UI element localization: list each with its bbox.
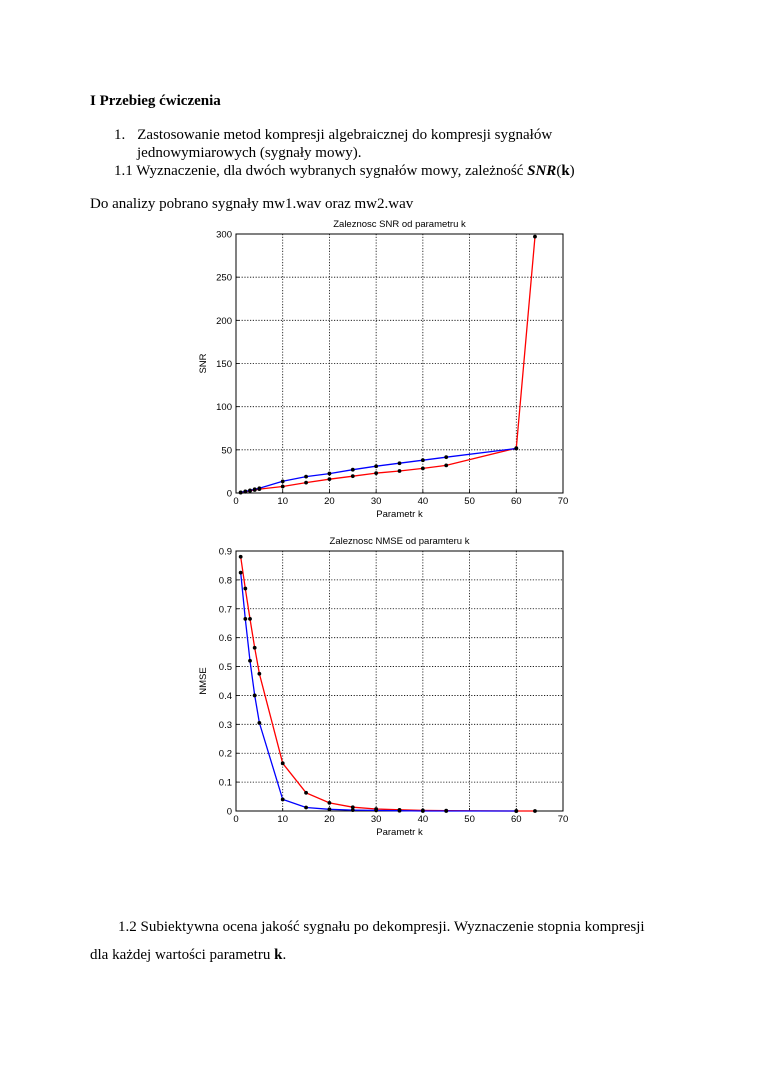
data-point bbox=[444, 463, 448, 467]
data-point bbox=[243, 587, 247, 591]
y-tick-label: 0.5 bbox=[218, 662, 232, 674]
nmse-chart-xlabel: Parametr k bbox=[376, 827, 423, 838]
snr-symbol: SNR bbox=[527, 163, 557, 179]
data-point bbox=[239, 571, 243, 575]
snr-chart-ylabel: SNR bbox=[198, 353, 209, 374]
list-item-1-line1: Zastosowanie metod kompresji algebraicznej do kompresji sygnałów bbox=[137, 127, 553, 143]
data-point bbox=[351, 808, 355, 812]
data-point bbox=[421, 466, 425, 470]
data-point bbox=[351, 468, 355, 472]
nmse-chart-ylabel: NMSE bbox=[198, 667, 209, 695]
k-symbol: k bbox=[561, 163, 570, 179]
subitem-1-2: 1.2 Subiektywna ocena jakość sygnału po dekompresji. Wyznaczenie stopnia kompresji bbox=[118, 919, 645, 935]
x-tick-label: 50 bbox=[464, 814, 475, 825]
series-line bbox=[241, 557, 535, 811]
y-tick-label: 50 bbox=[221, 445, 232, 457]
subitem-1-2-text: dla każdej wartości parametru bbox=[90, 947, 275, 963]
data-point bbox=[304, 475, 308, 479]
data-point bbox=[281, 485, 285, 489]
subitem-1-2-continuation bbox=[90, 946, 286, 964]
snr-chart-title: Zaleznosc SNR od parametru k bbox=[333, 219, 466, 230]
y-tick-label: 200 bbox=[216, 315, 232, 327]
data-point bbox=[281, 761, 285, 765]
x-tick-label: 10 bbox=[277, 814, 289, 825]
data-point bbox=[421, 809, 425, 813]
snr-chart bbox=[198, 219, 568, 520]
data-point bbox=[304, 791, 308, 795]
data-point bbox=[304, 481, 308, 485]
y-tick-label: 0.3 bbox=[218, 719, 232, 731]
data-point bbox=[328, 477, 332, 481]
data-point bbox=[257, 486, 261, 490]
y-tick-label: 100 bbox=[216, 402, 232, 414]
y-tick-label: 0 bbox=[226, 488, 232, 500]
data-point bbox=[374, 464, 378, 468]
data-point bbox=[421, 458, 425, 462]
data-point bbox=[374, 471, 378, 475]
data-point bbox=[248, 659, 252, 663]
y-tick-label: 0.7 bbox=[218, 604, 232, 616]
k-symbol-2: k bbox=[274, 947, 283, 963]
snr-chart-xlabel: Parametr k bbox=[376, 509, 423, 520]
data-point bbox=[328, 801, 332, 805]
x-tick-label: 70 bbox=[557, 496, 569, 507]
y-tick-label: 0.8 bbox=[218, 575, 232, 587]
data-point bbox=[444, 809, 448, 813]
data-point bbox=[533, 809, 537, 813]
data-point bbox=[328, 807, 332, 811]
data-point bbox=[253, 694, 257, 698]
data-point bbox=[281, 479, 285, 483]
series-line bbox=[241, 237, 535, 493]
data-point bbox=[253, 487, 257, 491]
subitem-1-2-period: . bbox=[282, 947, 287, 963]
data-point bbox=[533, 235, 537, 239]
y-tick-label: 0.6 bbox=[218, 633, 232, 645]
paren-open: ( bbox=[556, 163, 562, 179]
x-tick-label: 60 bbox=[510, 814, 522, 825]
x-tick-label: 30 bbox=[370, 496, 382, 507]
y-tick-label: 250 bbox=[216, 272, 232, 284]
data-point bbox=[257, 721, 261, 725]
data-point bbox=[351, 474, 355, 478]
subitem-1-1-text: 1.1 Wyznaczenie, dla dwóch wybranych sygnałów mowy, zależność bbox=[114, 163, 528, 179]
data-point bbox=[239, 555, 243, 559]
x-tick-label: 40 bbox=[417, 496, 429, 507]
list-item-1-number: 1. bbox=[114, 127, 126, 143]
y-tick-label: 0.2 bbox=[218, 748, 232, 760]
x-tick-label: 0 bbox=[233, 814, 239, 825]
data-point bbox=[398, 469, 402, 473]
x-tick-label: 10 bbox=[277, 496, 289, 507]
data-point bbox=[304, 806, 308, 810]
paren-close: ) bbox=[569, 163, 575, 179]
x-tick-label: 60 bbox=[510, 496, 522, 507]
data-point bbox=[281, 798, 285, 802]
y-tick-label: 0 bbox=[226, 806, 232, 818]
list-item-1-continuation: jednowymiarowych (sygnały mowy). bbox=[137, 145, 362, 161]
data-point bbox=[398, 809, 402, 813]
x-tick-label: 20 bbox=[324, 814, 335, 825]
data-point bbox=[243, 617, 247, 621]
y-tick-label: 0.1 bbox=[218, 777, 232, 789]
x-tick-label: 0 bbox=[233, 496, 239, 507]
nmse-chart bbox=[198, 536, 568, 838]
section-heading: I Przebieg ćwiczenia bbox=[90, 93, 221, 109]
x-tick-label: 40 bbox=[417, 814, 429, 825]
x-tick-label: 30 bbox=[370, 814, 382, 825]
y-tick-label: 0.9 bbox=[218, 546, 232, 558]
x-tick-label: 70 bbox=[557, 814, 569, 825]
data-point bbox=[253, 646, 257, 650]
y-tick-label: 300 bbox=[216, 229, 232, 241]
x-tick-label: 20 bbox=[324, 496, 335, 507]
x-tick-label: 50 bbox=[464, 496, 475, 507]
intro-paragraph: Do analizy pobrano sygnały mw1.wav oraz mw2.wav bbox=[90, 196, 414, 212]
data-point bbox=[514, 447, 518, 451]
data-point bbox=[328, 472, 332, 476]
data-point bbox=[514, 809, 518, 813]
y-tick-label: 0.4 bbox=[218, 690, 232, 702]
data-point bbox=[444, 455, 448, 459]
data-point bbox=[248, 617, 252, 621]
data-point bbox=[248, 489, 252, 493]
data-point bbox=[239, 490, 243, 494]
y-tick-label: 150 bbox=[216, 359, 232, 370]
data-point bbox=[398, 461, 402, 465]
data-point bbox=[374, 809, 378, 813]
data-point bbox=[243, 490, 247, 494]
plot-frame bbox=[236, 551, 563, 811]
data-point bbox=[257, 672, 261, 676]
nmse-chart-title: Zaleznosc NMSE od paramteru k bbox=[329, 536, 470, 547]
